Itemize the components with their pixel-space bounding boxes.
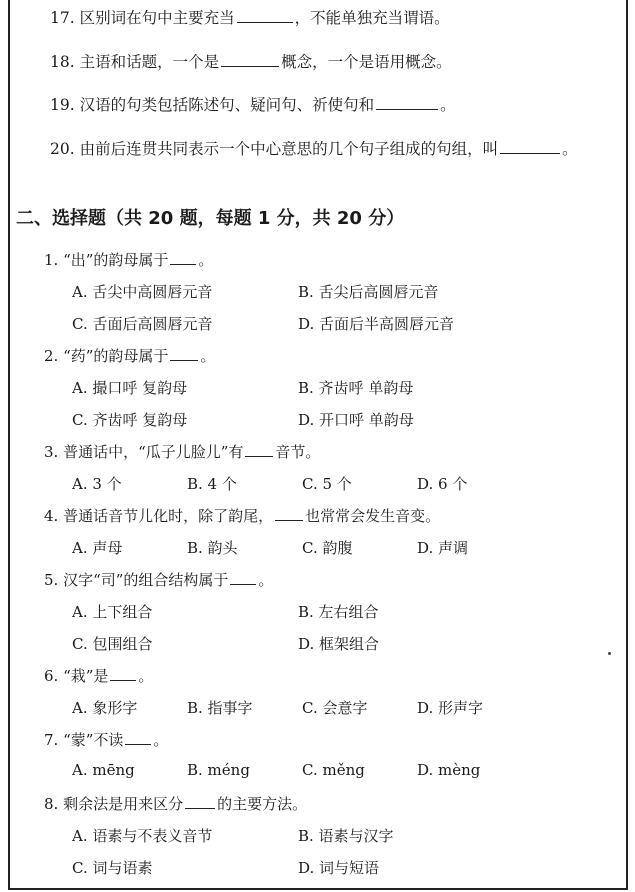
- answer-blank: [237, 21, 293, 23]
- option-c: C. 会意字: [302, 699, 368, 717]
- scan-speck: [608, 652, 611, 655]
- option-b: B. 齐齿呼 单韵母: [298, 379, 414, 397]
- answer-blank: [245, 455, 273, 457]
- option-b: B. 左右组合: [298, 603, 379, 621]
- option-a: A. 撮口呼 复韵母: [72, 379, 188, 397]
- question-8: 8. 剩余法是用来区分 的主要方法。: [44, 795, 308, 813]
- question-2: 2. “药”的韵母属于 。: [44, 347, 216, 365]
- option-b: B. 舌尖后高圆唇元音: [298, 283, 439, 301]
- answer-blank: [500, 152, 560, 154]
- fill-question-19: 19. 汉语的句类包括陈述句、疑问句、祈使句和 。: [50, 96, 456, 114]
- option-b: B. 韵头: [187, 539, 238, 557]
- answer-blank: [230, 583, 256, 585]
- question-1: 1. “出”的韵母属于 。: [44, 251, 214, 269]
- option-d: D. 开口呼 单韵母: [298, 411, 414, 429]
- question-3: 3. 普通话中，“瓜子儿脸儿”有 音节。: [44, 443, 321, 461]
- option-d: D. 舌面后半高圆唇元音: [298, 315, 455, 333]
- option-a: A. 声母: [72, 539, 123, 557]
- question-7: 7. “蒙”不读 。: [44, 731, 169, 749]
- option-b: B. 4 个: [187, 475, 237, 493]
- option-d: D. 声调: [417, 539, 469, 557]
- option-c: C. 词与语素: [72, 859, 153, 877]
- option-b: B. 语素与汉字: [298, 827, 394, 845]
- answer-blank: [110, 679, 136, 681]
- answer-blank: [170, 359, 198, 361]
- section-title: 二、选择题（共 20 题，每题 1 分，共 20 分）: [16, 208, 405, 229]
- question-4: 4. 普通话音节儿化时，除了韵尾， 也常常会发生音变。: [44, 507, 441, 525]
- fill-question-17: 17. 区别词在句中主要充当 ，不能单独充当谓语。: [50, 9, 450, 27]
- option-a: A. 舌尖中高圆唇元音: [72, 283, 213, 301]
- answer-blank: [275, 519, 303, 521]
- fill-question-20: 20. 由前后连贯共同表示一个中心意思的几个句子组成的句组，叫 。: [50, 140, 578, 158]
- option-a: A. 语素与不表义音节: [72, 827, 213, 845]
- option-c: C. 齐齿呼 复韵母: [72, 411, 188, 429]
- answer-blank: [376, 108, 438, 110]
- option-d: D. 6 个: [417, 475, 468, 493]
- option-d: D. 词与短语: [298, 859, 380, 877]
- exam-page: [8, 0, 628, 890]
- fill-question-18: 18. 主语和话题，一个是 概念，一个是语用概念。: [50, 53, 452, 71]
- option-d: D. 框架组合: [298, 635, 380, 653]
- answer-blank: [170, 263, 196, 265]
- option-d: D. mèng: [417, 761, 481, 779]
- answer-blank: [185, 807, 215, 809]
- option-c: C. 舌面后高圆唇元音: [72, 315, 213, 333]
- option-b: B. 指事字: [187, 699, 253, 717]
- answer-blank: [221, 65, 279, 67]
- option-a: A. 3 个: [72, 475, 122, 493]
- option-a: A. 象形字: [72, 699, 138, 717]
- option-c: C. 包围组合: [72, 635, 153, 653]
- answer-blank: [125, 743, 151, 745]
- option-c: C. měng: [302, 761, 365, 779]
- option-d: D. 形声字: [417, 699, 484, 717]
- option-a: A. 上下组合: [72, 603, 153, 621]
- question-6: 6. “栽”是 。: [44, 667, 154, 685]
- option-c: C. 韵腹: [302, 539, 353, 557]
- option-b: B. méng: [187, 761, 250, 779]
- question-5: 5. 汉字“司”的组合结构属于 。: [44, 571, 274, 589]
- option-c: C. 5 个: [302, 475, 352, 493]
- option-a: A. mēng: [72, 761, 135, 779]
